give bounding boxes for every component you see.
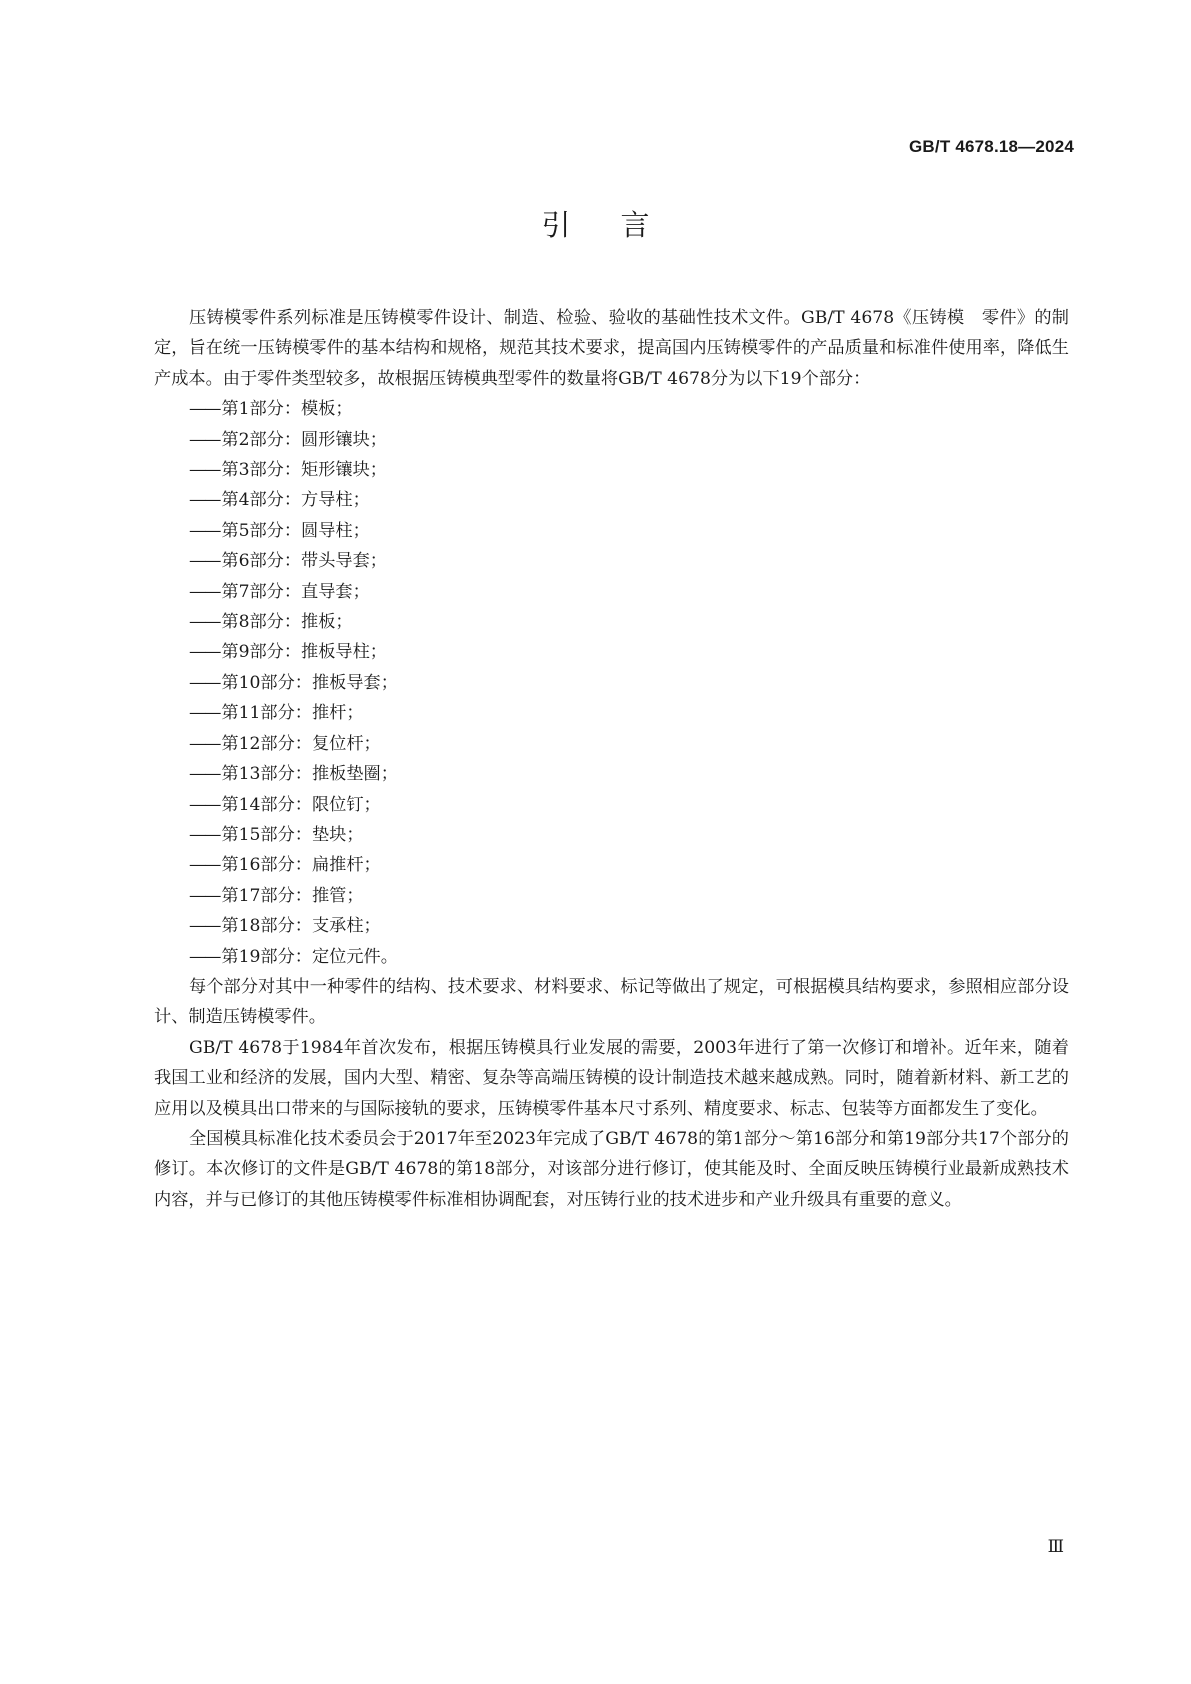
list-item — [154, 607, 1069, 637]
list-item — [154, 881, 1069, 911]
parts-list — [154, 394, 1069, 972]
list-dash: —— — [189, 490, 220, 511]
part-label: 第9部分：推板导柱； — [221, 642, 387, 663]
list-item — [154, 698, 1069, 728]
part-label: 第14部分：限位钉； — [221, 794, 381, 815]
list-dash: —— — [189, 916, 220, 937]
list-item — [154, 425, 1069, 455]
part-label: 第5部分：圆导柱； — [221, 520, 370, 541]
part-label: 第12部分：复位杆； — [221, 733, 381, 754]
list-dash: —— — [189, 764, 220, 785]
page-title: 引言 — [541, 208, 700, 242]
list-dash: —— — [189, 642, 220, 663]
list-item — [154, 394, 1069, 424]
list-item — [154, 455, 1069, 485]
list-dash: —— — [189, 429, 220, 450]
list-dash: —— — [189, 460, 220, 481]
part-label: 第2部分：圆形镶块； — [221, 429, 387, 450]
revision-paragraph: 全国模具标准化技术委员会于2017年至2023年完成了GB/T 4678的第1部分～第16部分和第19部分共17个部分的修订。本次修订的文件是GB/T 4678的第18部分，对该部分进行修订，使其能及时、全面反映压铸模行业最新成熟技术内容，并与已修订的其他压铸模零件标准相协调配套，对压铸行业的技术进步和产业升级具有重要的意义。 — [154, 1128, 1069, 1210]
list-item — [154, 850, 1069, 880]
list-dash: —— — [189, 855, 220, 876]
list-item — [154, 820, 1069, 850]
list-dash: —— — [189, 794, 220, 815]
part-label: 第16部分：扁推杆； — [221, 855, 381, 876]
list-dash: —— — [189, 581, 220, 602]
list-item — [154, 668, 1069, 698]
list-item — [154, 516, 1069, 546]
part-label: 第13部分：推板垫圈； — [221, 764, 398, 785]
document-body — [154, 303, 1069, 1215]
list-dash: —— — [189, 733, 220, 754]
list-item — [154, 577, 1069, 607]
part-label: 第4部分：方导柱； — [221, 490, 370, 511]
part-label: 第17部分：推管； — [221, 885, 364, 906]
part-label: 第6部分：带头导套； — [221, 551, 387, 572]
list-item — [154, 911, 1069, 941]
list-item — [154, 729, 1069, 759]
list-dash: —— — [189, 551, 220, 572]
part-label: 第11部分：推杆； — [221, 703, 364, 724]
list-dash: —— — [189, 672, 220, 693]
standard-number: GB/T 4678.18—2024 — [909, 137, 1074, 156]
list-item — [154, 637, 1069, 667]
list-dash: —— — [189, 520, 220, 541]
list-dash: —— — [189, 824, 220, 845]
list-dash: —— — [189, 946, 220, 967]
part-label: 第18部分：支承柱； — [221, 916, 381, 937]
list-dash: —— — [189, 703, 220, 724]
part-label: 第10部分：推板导套； — [221, 672, 398, 693]
part-label: 第15部分：垫块； — [221, 824, 364, 845]
page-number: Ⅲ — [1047, 1537, 1064, 1557]
each-part-paragraph: 每个部分对其中一种零件的结构、技术要求、材料要求、标记等做出了规定，可根据模具结构要求，参照相应部分设计、制造压铸模零件。 — [154, 976, 1069, 1028]
part-label: 第3部分：矩形镶块； — [221, 460, 387, 481]
history-paragraph: GB/T 4678于1984年首次发布，根据压铸模具行业发展的需要，2003年进行了第一次修订和增补。近年来，随着我国工业和经济的发展，国内大型、精密、复杂等高端压铸模的设计制造技术越来越成熟。同时，随着新材料、新工艺的应用以及模具出口带来的与国际接轨的要求，压铸模零件基本尺寸系列、精度要求、标志、包装等方面都发生了变化。 — [154, 1037, 1069, 1119]
list-item — [154, 942, 1069, 972]
intro-paragraph: 压铸模零件系列标准是压铸模零件设计、制造、检验、验收的基础性技术文件。GB/T 4678《压铸模 零件》的制定，旨在统一压铸模零件的基本结构和规格，规范其技术要求，提高国内压铸模零件的产品质量和标准件使用率，降低生产成本。由于零件类型较多，故根据压铸模典型零件的数量将GB/T 4678分为以下19个部分： — [154, 308, 1069, 389]
list-item — [154, 759, 1069, 789]
part-label: 第19部分：定位元件。 — [221, 946, 398, 967]
part-label: 第1部分：模板； — [221, 399, 353, 420]
list-item — [154, 790, 1069, 820]
list-item — [154, 546, 1069, 576]
part-label: 第8部分：推板； — [221, 612, 353, 633]
list-dash: —— — [189, 612, 220, 633]
list-dash: —— — [189, 399, 220, 420]
list-dash: —— — [189, 885, 220, 906]
part-label: 第7部分：直导套； — [221, 581, 370, 602]
list-item — [154, 485, 1069, 515]
